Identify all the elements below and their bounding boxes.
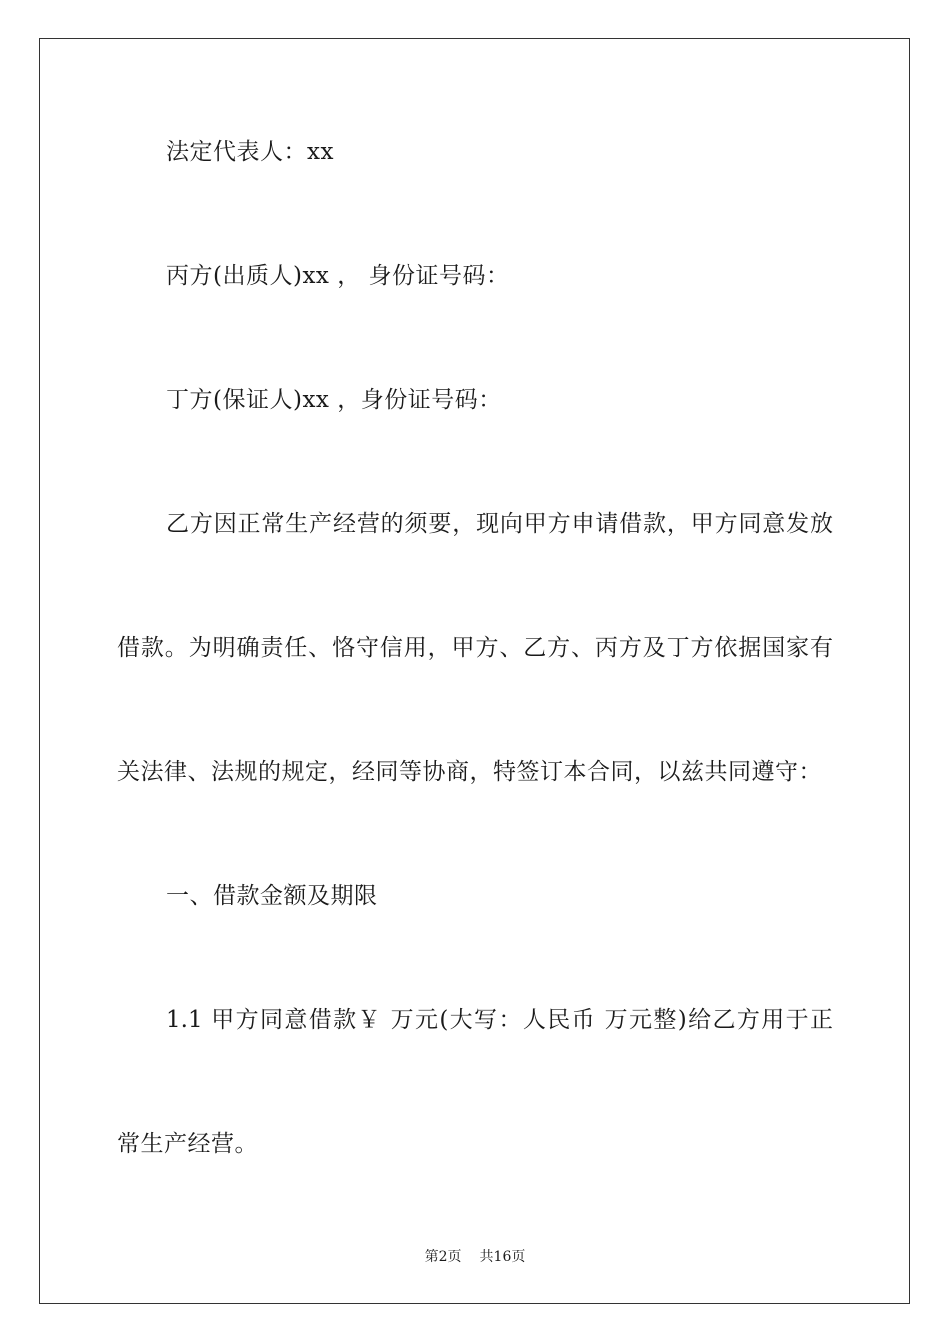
- preamble-paragraph-line-1: 乙方因正常生产经营的须要，现向甲方申请借款，甲方同意发放: [166, 511, 833, 537]
- clause-1-1-line-1: 1.1 甲方同意借款￥ 万元(大写：人民币 万元整)给乙方用于正: [166, 1007, 833, 1033]
- legal-representative-line: 法定代表人：xx: [166, 139, 334, 165]
- page-footer: [0, 1247, 950, 1267]
- page-border: [39, 38, 910, 1304]
- clause-1-1-line-2: 常生产经营。: [117, 1131, 258, 1157]
- party-d-guarantor-line: 丁方(保证人)xx ，身份证号码：: [166, 387, 502, 413]
- party-c-pledgor-line: 丙方(出质人)xx ， 身份证号码：: [166, 263, 510, 289]
- total-pages: 共16页: [479, 1249, 526, 1265]
- section-heading-loan-amount-term: 一、借款金额及期限: [166, 883, 378, 909]
- preamble-paragraph-line-2: 借款。为明确责任、恪守信用，甲方、乙方、丙方及丁方依据国家有: [117, 635, 833, 661]
- preamble-paragraph-line-3: 关法律、法规的规定，经同等协商，特签订本合同，以兹共同遵守：: [117, 759, 822, 785]
- page-number: 第2页: [424, 1249, 462, 1265]
